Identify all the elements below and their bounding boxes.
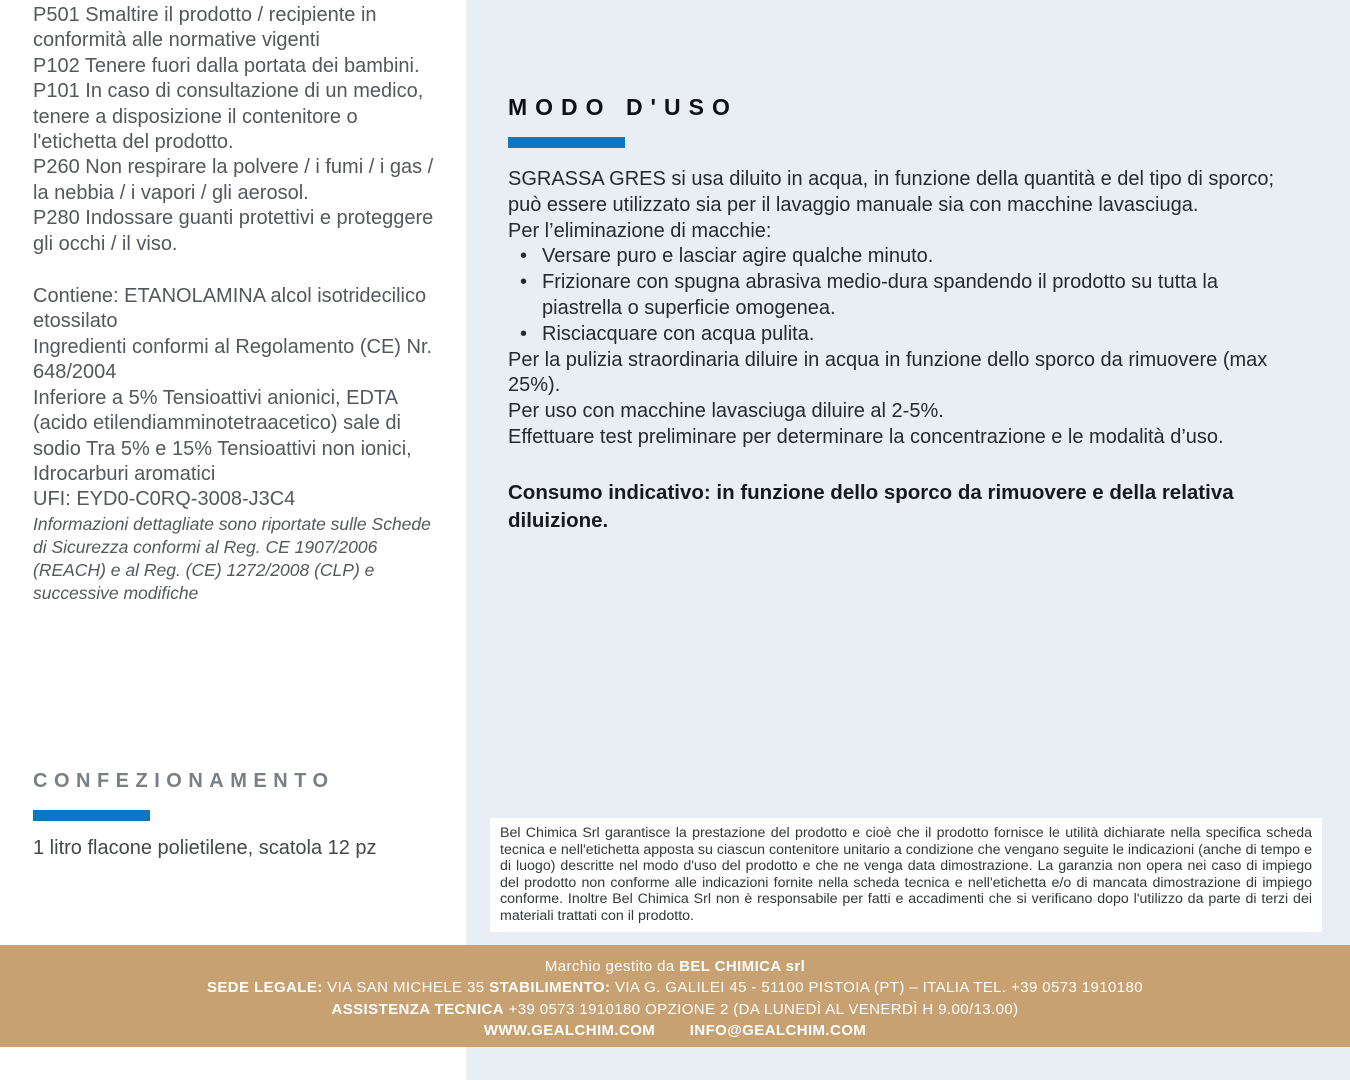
footer-legal-label: SEDE LEGALE: — [206, 979, 323, 997]
footer — [0, 945, 1350, 1047]
footer-plant-value: VIA G. GALILEI 45 - 51100 PISTOIA (PT) – ITALIA TEL. +39 0573 1910180 — [614, 979, 1143, 997]
footer-brand-name: BEL CHIMICA srl — [679, 958, 806, 975]
footer-contacts-line — [0, 1020, 1350, 1041]
consumption-statement: Consumo indicativo: in funzione dello sporco da rimuovere e della relativa diluizione. — [508, 480, 1234, 532]
composition-contains: Contiene: ETANOLAMINA alcol isotridecilico etossilato — [33, 285, 427, 333]
packaging-section-title: CONFEZIONAMENTO — [33, 770, 335, 792]
safety-data-sheet-note: Informazioni dettagliate sono riportate sulle Schede di Sicurezza conformi al Reg. CE 1907/2006 (REACH) e al Reg. (CE) 1272/2008 (CLP) e successive modifiche — [33, 513, 431, 603]
usage-accent-bar — [508, 137, 625, 148]
footer-brand-line — [0, 956, 1350, 977]
warranty-disclaimer: Bel Chimica Srl garantisce la prestazione del prodotto e cioè che il prodotto fornisce le utilità dichiarate nella specifica scheda tecnica e nell'etichetta apposta su ciascun contenitore unitario a condizione che vengano seguite le indicazioni (anche di tempo e di luogo) descritte nel modo d'uso del prodotto e che ne venga data dimostrazione. La garanzia non opera nei caso di impiego del prodotto non conforme alle indicazioni fornite nella scheda tecnica e nell'etichetta e/o di mancata dimostrazione di impiego conforme. Inoltre Bel Chimica Srl non è responsabile per fatti e accadimenti che si verificano dopo l'utilizzo da parte di terzi dei materiali trattati con il prodotto. — [490, 818, 1322, 932]
footer-assistance-label: ASSISTENZA TECNICA — [331, 1000, 504, 1018]
footer-legal-value: VIA SAN MICHELE 35 — [327, 979, 485, 997]
footer-plant-label: STABILIMENTO: — [489, 979, 611, 997]
usage-bullet-item: • Risciacquare con acqua pulita. — [542, 322, 1303, 348]
usage-note-test: Effettuare test preliminare per determinare la concentrazione e le modalità d’uso. — [508, 425, 1224, 448]
composition-regulation: Ingredienti conformi al Regolamento (CE) Nr. 648/2004 — [33, 335, 433, 384]
usage-bullet-item: • Frizionare con spugna abrasiva medio-dura spandendo il prodotto su tutta la piastrella o superficie omogenea. — [542, 270, 1303, 322]
footer-assistance-value: +39 0573 1910180 OPZIONE 2 (DA LUNEDÌ AL VENERDÌ H 9.00/13.00) — [508, 1000, 1019, 1018]
footer-email-link[interactable]: INFO@GEALCHIM.COM — [689, 1022, 867, 1040]
precaution-p101: P101 In caso di consultazione di un medico, tenere a disposizione il contenitore o l'etichetta del prodotto. — [33, 80, 424, 154]
usage-section-title: MODO D'USO — [508, 94, 738, 120]
precaution-p280: P280 Indossare guanti protettivi e proteggere gli occhi / il viso. — [33, 207, 434, 255]
footer-address-line — [0, 977, 1350, 998]
packaging-accent-bar — [33, 810, 150, 821]
precaution-statements — [33, 3, 435, 257]
usage-bullet-item: • Versare puro e lasciar agire qualche minuto. — [542, 244, 1303, 270]
precaution-p102: P102 Tenere fuori dalla portata dei bambini. — [33, 54, 420, 77]
footer-assistance-line — [0, 999, 1350, 1020]
precaution-p260: P260 Non respirare la polvere / i fumi / i gas / la nebbia / i vapori / gli aerosol. — [33, 156, 434, 204]
usage-note-machine: Per uso con macchine lavasciuga diluire al 2-5%. — [508, 400, 944, 423]
composition-block — [33, 284, 435, 487]
usage-bullet-list — [508, 244, 1303, 347]
composition-surfactants: Inferiore a 5% Tensioattivi anionici, EDTA (acido etilendiamminotetraacetico) sale di sodio Tra 5% e 15% Tensioattivi non ionici, Idrocarburi aromatici — [33, 386, 412, 485]
usage-intro: SGRASSA GRES si usa diluito in acqua, in funzione della quantità e del tipo di sporco; può essere utilizzato sia per il lavaggio manuale sia con macchine lavasciuga. — [508, 168, 1275, 216]
ufi-code: UFI: EYD0-C0RQ-3008-J3C4 — [33, 488, 296, 511]
packaging-text: 1 litro flacone polietilene, scatola 12 pz — [33, 837, 377, 859]
usage-stain-heading: Per l’eliminazione di macchie: — [508, 219, 772, 242]
footer-brand-prefix: Marchio gestito da — [544, 958, 675, 975]
usage-note-extraordinary: Per la pulizia straordinaria diluire in acqua in funzione dello sporco da rimuovere (max 25%). — [508, 348, 1268, 397]
footer-website-link[interactable]: WWW.GEALCHIM.COM — [483, 1022, 656, 1040]
usage-body — [508, 167, 1303, 535]
left-column — [33, 3, 435, 605]
precaution-p501: P501 Smaltire il prodotto / recipiente in conformità alle normative vigenti — [33, 4, 377, 52]
